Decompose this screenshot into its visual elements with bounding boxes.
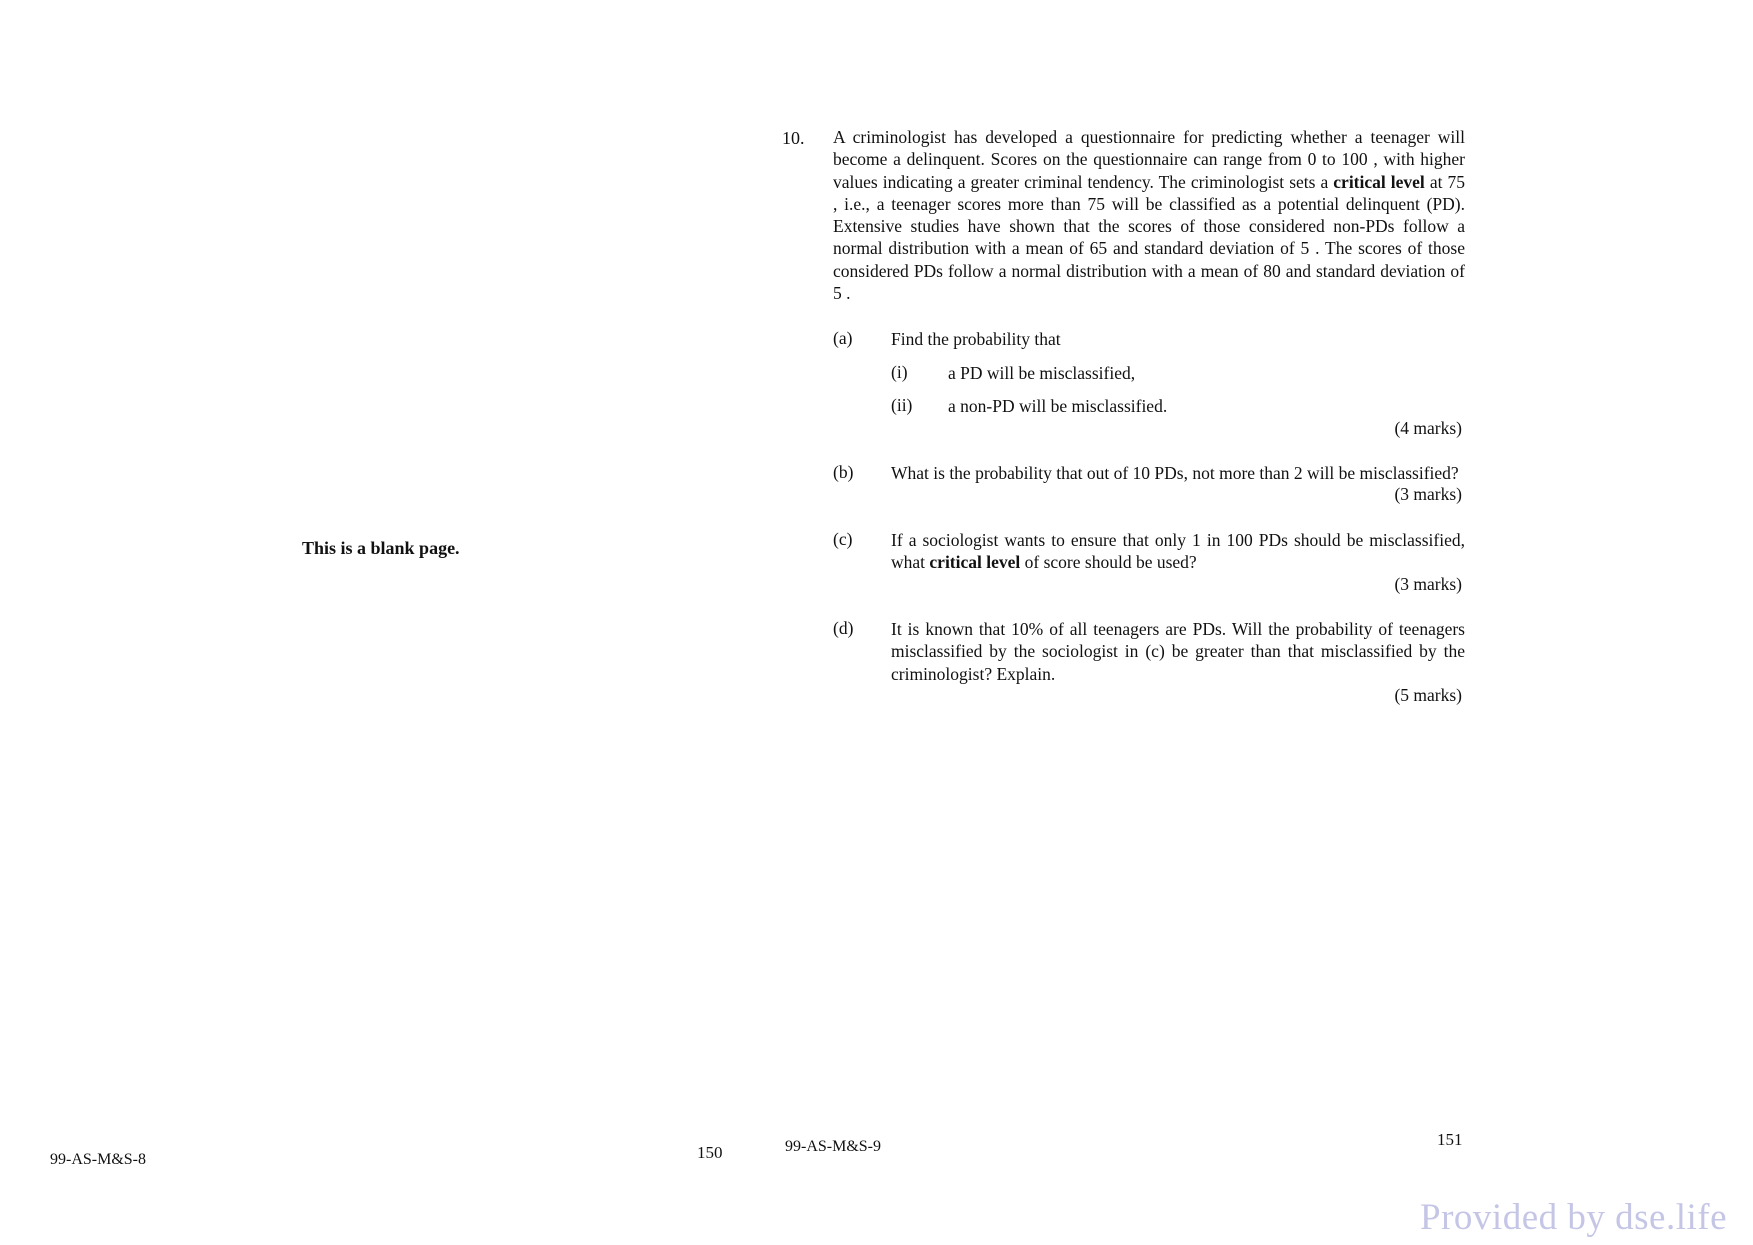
- stem-critical-level: critical level: [1333, 171, 1425, 192]
- part-b-marks: (3 marks): [1394, 484, 1462, 504]
- blank-page-note: This is a blank page.: [302, 538, 460, 558]
- part-c-label: (c): [833, 529, 853, 549]
- watermark: Provided by dse.life: [1420, 1197, 1727, 1238]
- part-b-text: What is the probability that out of 10 PDs, not more than 2 will be misclassified?: [891, 463, 1459, 483]
- part-a-i-label: (i): [891, 362, 908, 382]
- part-c-text: [891, 529, 1465, 574]
- part-a-label: (a): [833, 328, 853, 348]
- stem-text-2: at 75 , i.e., a teenager scores more than 75 will be classified as a potential delinquent (PD). Extensive studies have shown that the scores of those considered non-PDs follow a normal distribution with a mean of 65 and standard deviation of 5 . The scores of those considered PDs follow a normal distribution with a mean of 80 and standard deviation of 5 .: [833, 171, 1465, 304]
- stem-text-1: A criminologist has developed a questionnaire for predicting whether a teenager will become a delinquent. Scores on the questionnaire can range from 0 to 100 , with higher values indicating a greater criminal tendency. The criminologist sets a: [833, 127, 1465, 192]
- part-b-label: (b): [833, 462, 854, 482]
- part-a-text: Find the probability that: [891, 329, 1061, 349]
- part-a-i-text: a PD will be misclassified,: [948, 363, 1136, 383]
- part-c-critical-level: critical level: [929, 552, 1021, 573]
- part-a-ii-label: (ii): [891, 395, 913, 415]
- part-c-text-pre: If a sociologist wants to ensure that only 1 in 100 PDs should be misclassified, what: [891, 530, 1465, 573]
- part-d-marks: (5 marks): [1394, 685, 1462, 705]
- part-c-marks: (3 marks): [1394, 574, 1462, 594]
- part-d-text: It is known that 10% of all teenagers are PDs. Will the probability of teenagers misclassified by the sociologist in (c) be greater than that misclassified by the criminologist? Explain.: [891, 619, 1465, 684]
- part-a-ii-text: a non-PD will be misclassified.: [948, 396, 1168, 416]
- left-footer-code: 99-AS-M&S-8: [50, 1151, 147, 1168]
- question-number: 10.: [782, 128, 805, 148]
- part-d-label: (d): [833, 618, 854, 638]
- part-a-marks: (4 marks): [1394, 418, 1462, 438]
- part-c-text-post: of score should be used?: [1020, 552, 1197, 573]
- question-stem: [833, 126, 1465, 304]
- right-footer-code: 99-AS-M&S-9: [785, 1138, 882, 1155]
- right-page-number: 151: [1437, 1130, 1463, 1149]
- left-page-number: 150: [697, 1143, 723, 1162]
